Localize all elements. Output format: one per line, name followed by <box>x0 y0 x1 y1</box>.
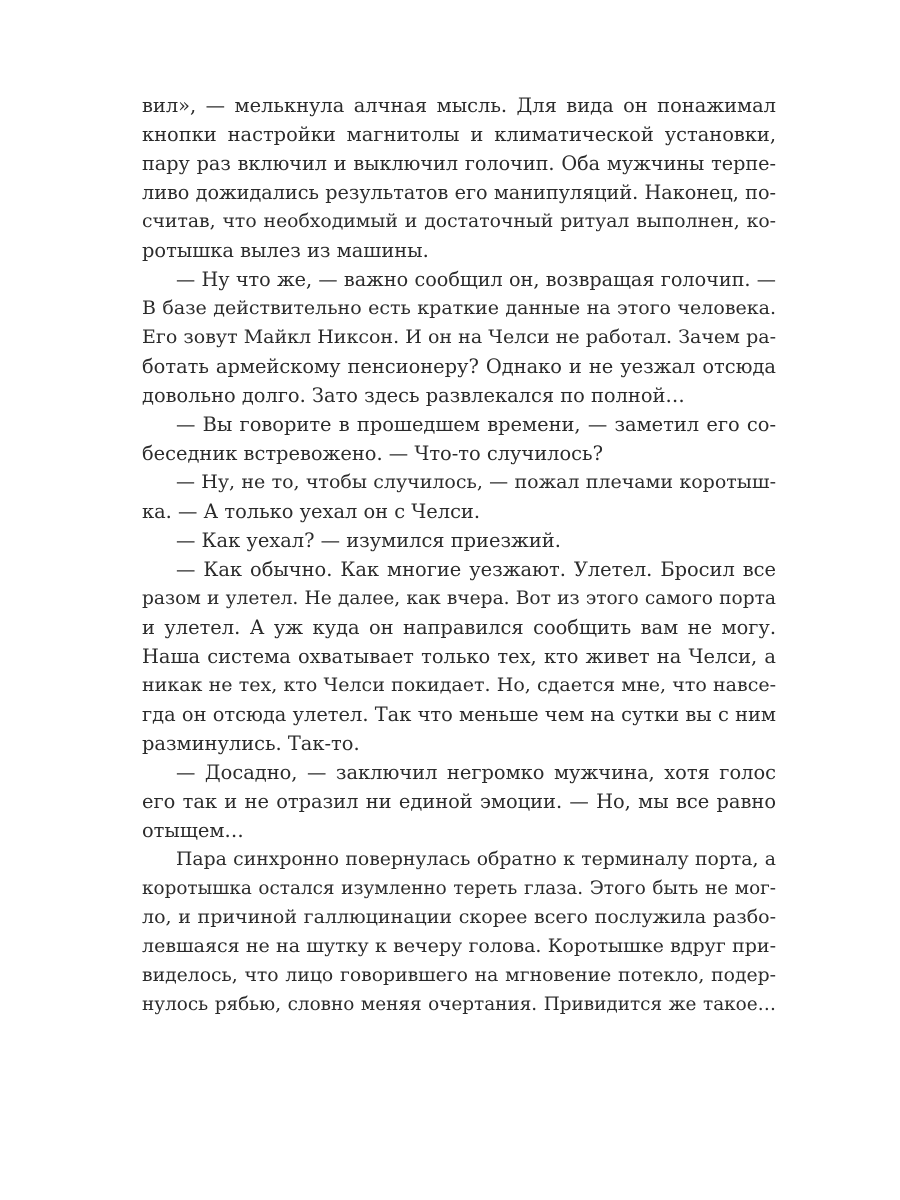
book-page <box>142 91 776 1019</box>
text-line: — Ну что же, — важно сообщил он, возвращая голочип. — <box>176 268 776 291</box>
text-line: Его зовут Майкл Никсон. И он на Челси не работал. Зачем ра- <box>142 326 776 348</box>
text-line: Наша система охватывает только тех, кто живет на Челси, а <box>142 645 776 668</box>
text-line: — Досадно, — заключил негромко мужчина, хотя голос <box>176 761 776 784</box>
text-line: — Как уехал? — изумился приезжий. <box>176 529 561 552</box>
text-line: В базе действительно есть краткие данные на этого человека. <box>142 297 776 319</box>
text-line: вил», — мелькнула алчная мысль. Для вида он понажимал <box>142 94 776 117</box>
text-line: пару раз включил и выключил голочип. Оба мужчины терпе- <box>142 152 776 175</box>
text-line: его так и не отразил ни единой эмоции. — Но, мы все равно <box>142 790 776 813</box>
text-line: и улетел. А уж куда он направился сообщить вам не могу. <box>142 616 776 639</box>
text-line: — Вы говорите в прошедшем времени, — заметил его со- <box>176 413 776 436</box>
text-line: разминулись. Так-то. <box>142 732 360 755</box>
text-line: — Как обычно. Как многие уезжают. Улетел. Бросил все <box>176 558 776 581</box>
text-line: ка. — А только уехал он с Челси. <box>142 500 481 523</box>
text-line: ливо дожидались результатов его манипуляций. Наконец, по- <box>142 181 776 204</box>
text-line: ло, и причиной галлюцинации скорее всего послужила разбо- <box>142 906 776 928</box>
text-line: гда он отсюда улетел. Так что меньше чем на сутки вы с ним <box>142 703 776 726</box>
text-line: кнопки настройки магнитолы и климатической установки, <box>142 123 776 146</box>
text-line: ботать армейскому пенсионеру? Однако и не уезжал отсюда <box>142 355 776 378</box>
text-line: Пара синхронно повернулась обратно к терминалу порта, а <box>176 849 776 870</box>
text-line: считав, что необходимый и достаточный ритуал выполнен, ко- <box>142 211 776 232</box>
text-line: отыщем… <box>142 819 244 842</box>
text-line: разом и улетел. Не далее, как вчера. Вот из этого самого порта <box>142 588 776 609</box>
text-line: довольно долго. Зато здесь развлекался по полной… <box>142 384 685 407</box>
text-line: беседник встревожено. — Что-то случилось? <box>142 442 603 465</box>
text-line: — Ну, не то, чтобы случилось, — пожал плечами коротыш- <box>176 471 776 493</box>
text-line: ротышка вылез из машины. <box>142 239 429 262</box>
text-line: никак не тех, кто Челси покидает. Но, сдается мне, что навсе- <box>142 674 776 696</box>
text-line: виделось, что лицо говорившего на мгновение потекло, подер- <box>142 965 776 986</box>
text-line: коротышка остался изумленно тереть глаза. Этого быть не мог- <box>142 878 776 899</box>
text-line: нулось рябью, словно меняя очертания. Привидится же такое… <box>142 994 776 1015</box>
text-line: левшаяся не на шутку к вечеру голова. Коротышке вдруг при- <box>142 935 776 957</box>
